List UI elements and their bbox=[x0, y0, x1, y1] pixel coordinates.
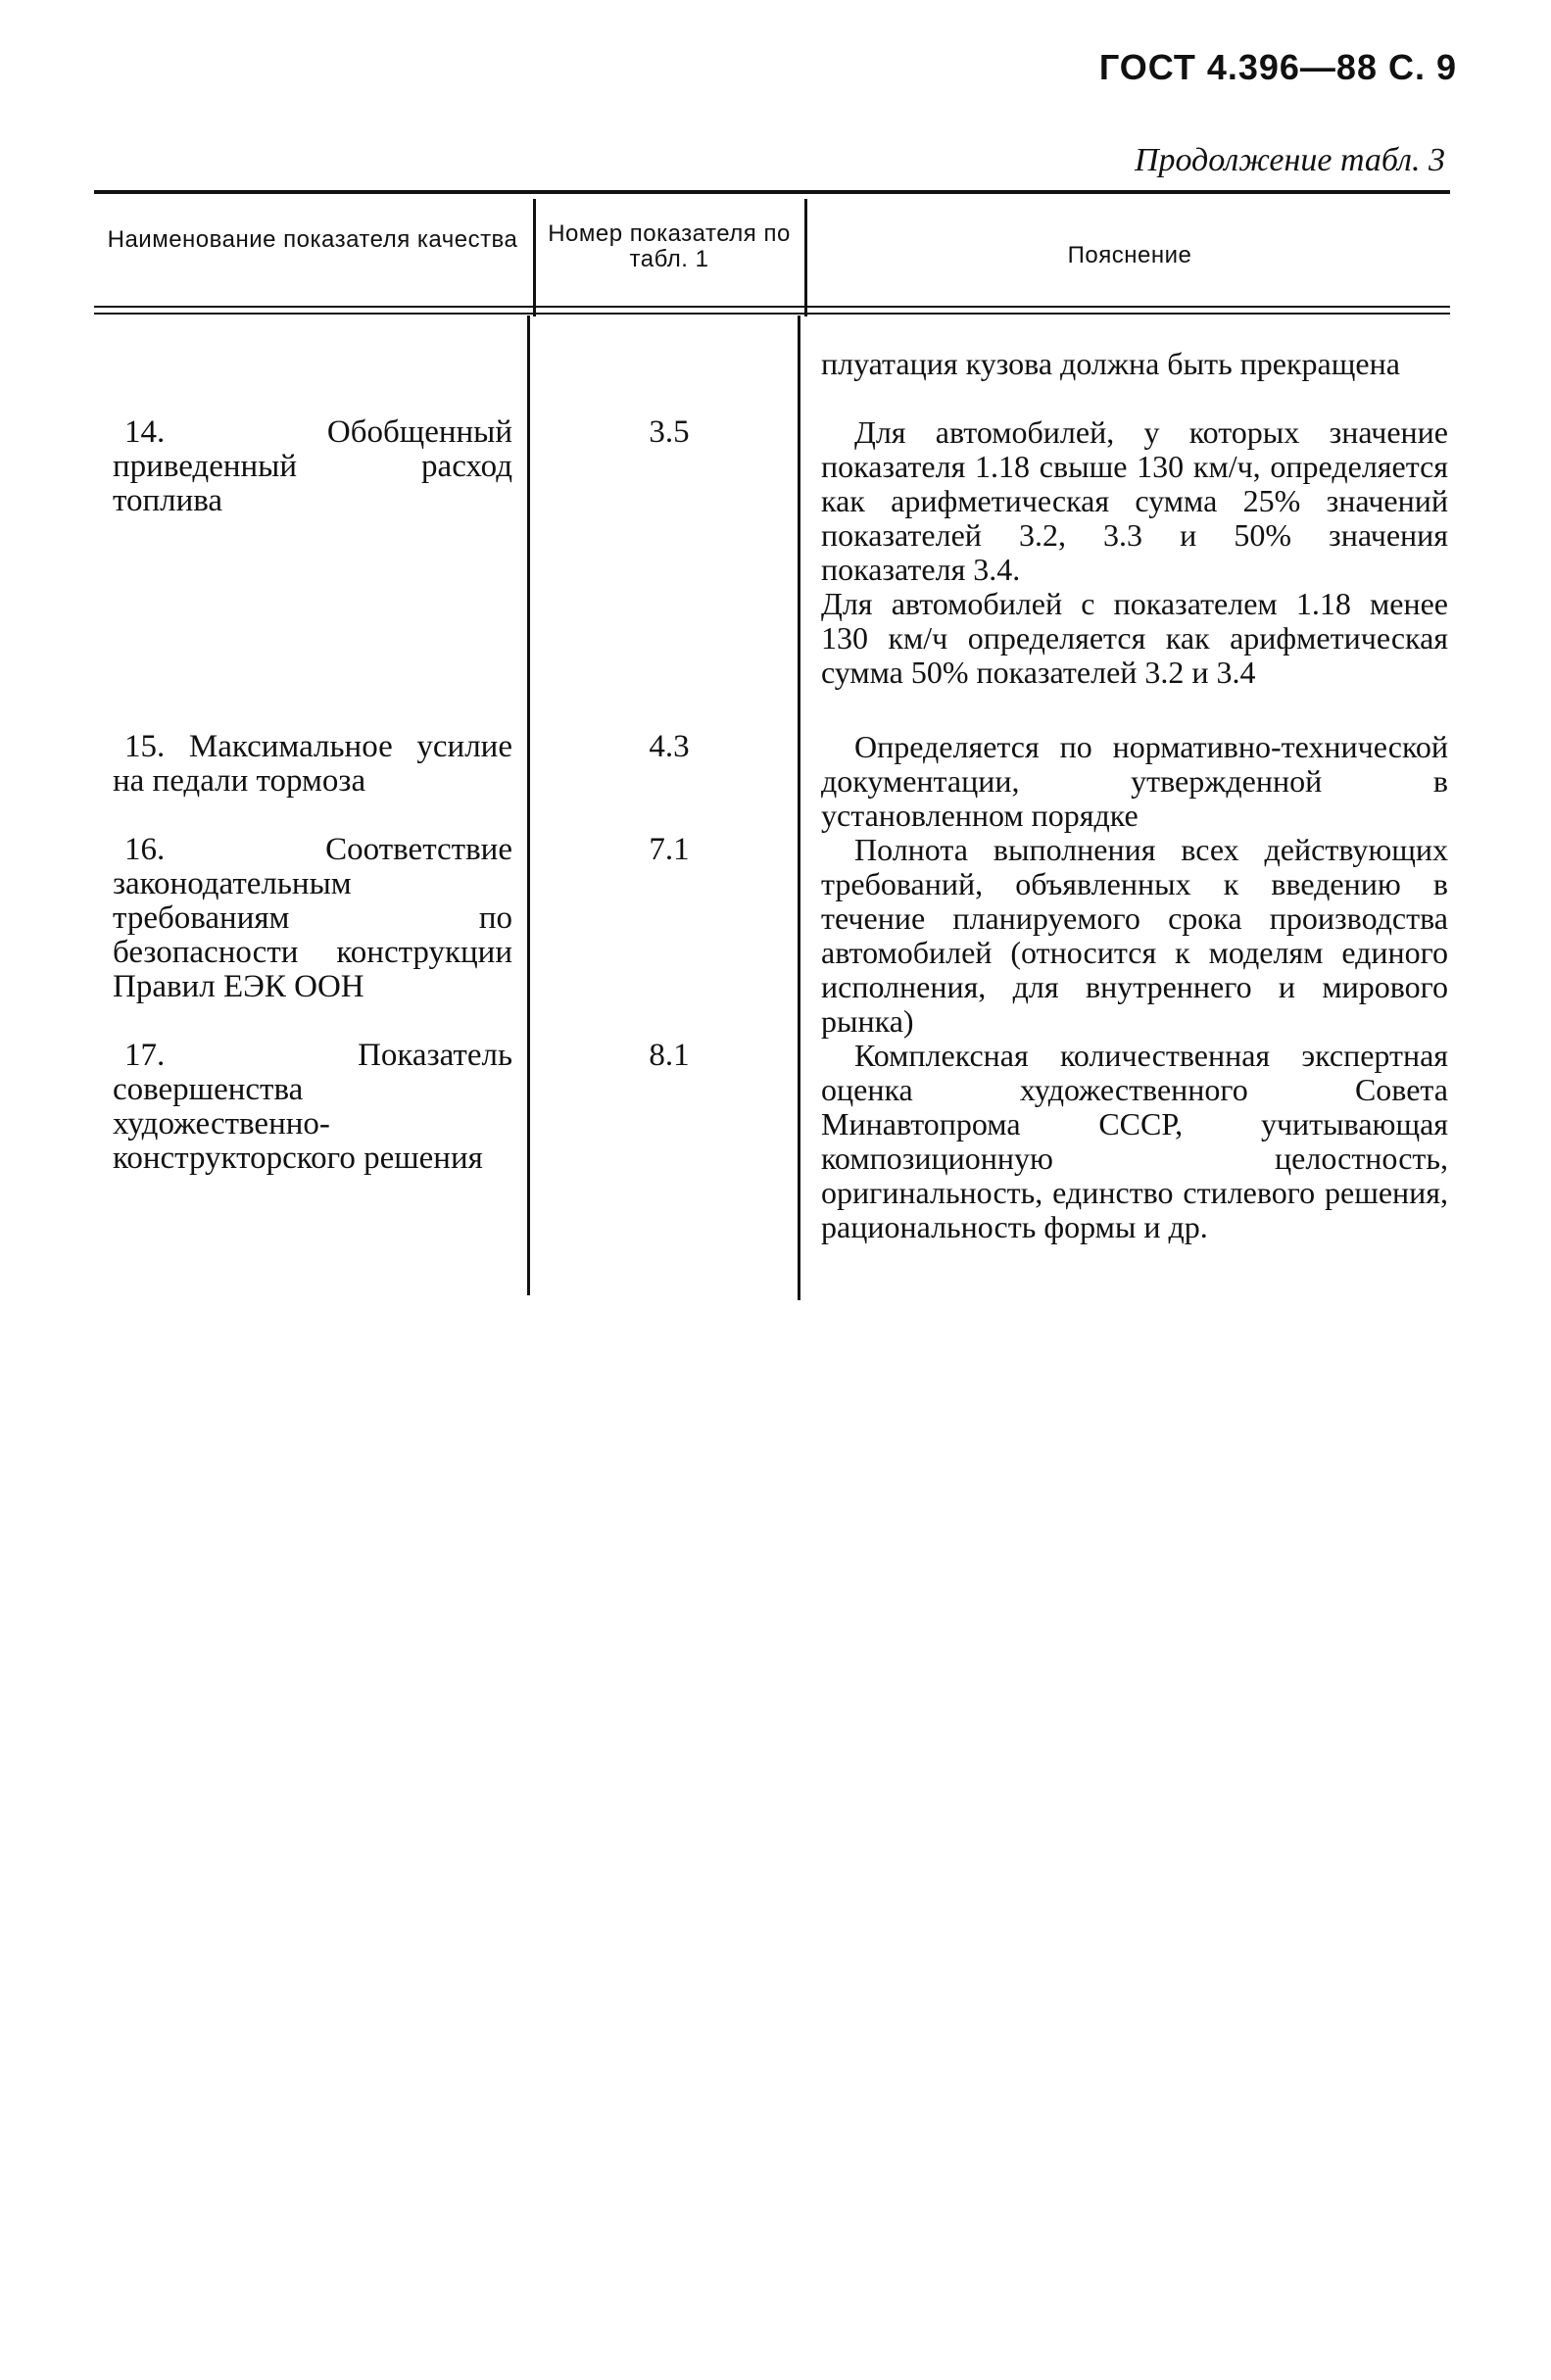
row-17-name: 17. Показатель совершенства художественно-конструкторского решения bbox=[113, 1038, 512, 1176]
table-top-rule bbox=[94, 190, 1450, 194]
table-continuation-label: Продолжение табл. 3 bbox=[1134, 142, 1445, 178]
header-divider-2 bbox=[94, 313, 1450, 315]
column-divider bbox=[533, 199, 536, 316]
column-divider bbox=[804, 199, 807, 316]
column-header-explanation: Пояснение bbox=[1067, 242, 1192, 268]
row-14-number: 3.5 bbox=[649, 414, 690, 450]
row-15-name: 15. Максимальное усилие на педали тормоза bbox=[113, 729, 512, 799]
row-16-explanation: Полнота выполнения всех действующих требований, объявленных к введению в течение планируемого срока производства автомобилей (относится к моделям единого исполнения, для внутреннего и мирового рынка) bbox=[821, 832, 1448, 1039]
column-header-number: Номер показателя по табл. 1 bbox=[548, 220, 791, 272]
row-14-explanation: Для автомобилей, у которых значение показателя 1.18 свыше 130 км/ч, определяется как арифметическая сумма 25% значений показателей 3.2, 3.3 и 50% значения показателя 3.4. Для автомобилей с показателем 1.18 менее 130 км/ч определяется как арифметическая сумма 50% показателей 3.2 и 3.4 bbox=[821, 414, 1448, 690]
row-16-number: 7.1 bbox=[649, 832, 690, 867]
row-14-name: 14. Обобщенный приведенный расход топлива bbox=[113, 414, 512, 518]
row-15-number: 4.3 bbox=[649, 729, 690, 764]
column-divider bbox=[527, 316, 530, 1295]
column-divider bbox=[798, 316, 800, 1300]
row-17-explanation: Комплексная количественная экспертная оценка художественного Совета Минавтопрома СССР, учитывающая композиционную целостность, оригинальность, единство стилевого решения, рациональность формы и др. bbox=[821, 1038, 1448, 1244]
row-17-number: 8.1 bbox=[649, 1038, 690, 1073]
standard-header: ГОСТ 4.396—88 С. 9 bbox=[1098, 47, 1457, 87]
row-16-name: 16. Соответствие законодательным требованиям по безопасности конструкции Правил ЕЭК ООН bbox=[113, 832, 512, 1004]
carryover-text: плуатация кузова должна быть прекращена bbox=[821, 346, 1400, 381]
column-header-name: Наименование показателя качества bbox=[107, 226, 518, 253]
row-15-explanation: Определяется по нормативно-технической документации, утвержденной в установленном порядке bbox=[821, 729, 1448, 833]
header-divider bbox=[94, 306, 1450, 308]
